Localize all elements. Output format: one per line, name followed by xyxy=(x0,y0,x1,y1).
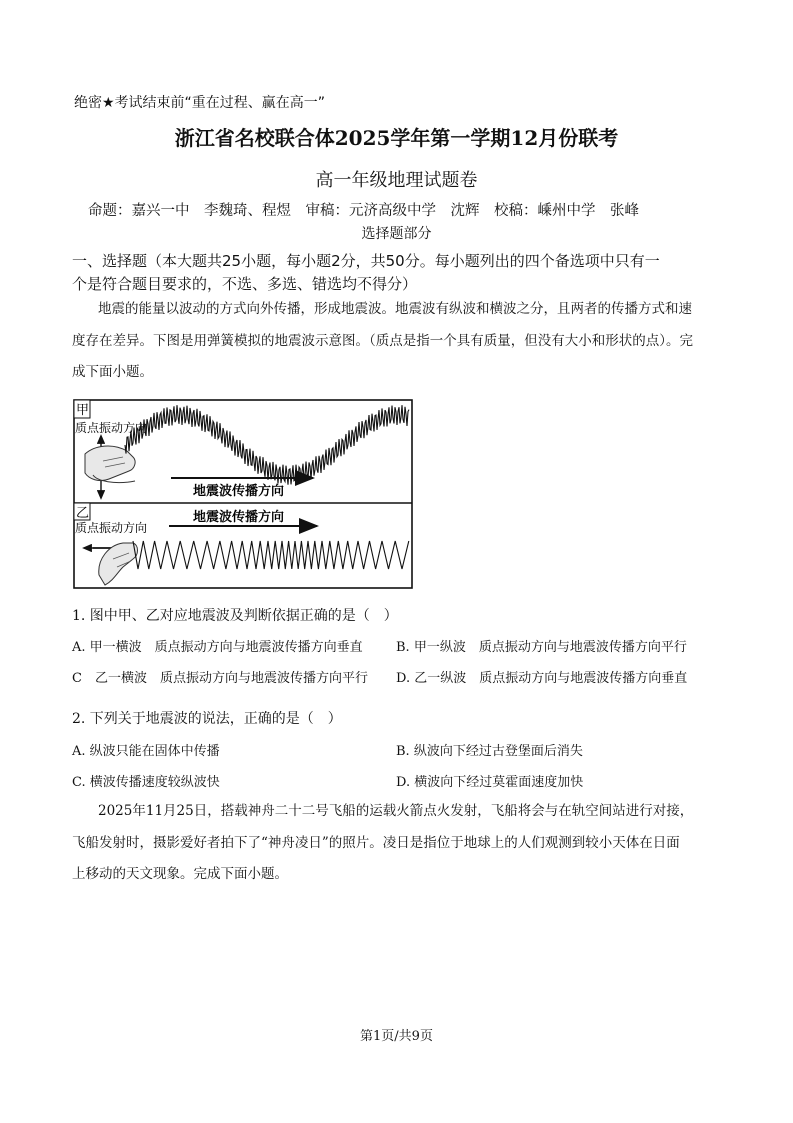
intro-line2: 度存在差异。下图是用弹簧模拟的地震波示意图。（质点是指一个具有质量，但没有大小和形状的点）。完 xyxy=(72,333,693,349)
panel-b-propagation-label: 地震波传播方向 xyxy=(193,510,285,525)
intro-line3: 成下面小题。 xyxy=(72,364,153,380)
q1-option-d: D. 乙一纵波 质点振动方向与地震波传播方向垂直 xyxy=(396,671,688,686)
secret-line: 绝密★考试结束前“重在过程、赢在高一” xyxy=(74,95,326,111)
intro2-line1: 2025年11月25日，搭载神舟二十二号飞船的运载火箭点火发射，飞船将会与在轨空间站进行对接， xyxy=(98,803,694,819)
exam-subtitle: 高一年级地理试题卷 xyxy=(315,170,478,191)
q1-stem: 1. 图中甲、乙对应地震波及判断依据正确的是（ ） xyxy=(72,608,398,624)
intro2-line3: 上移动的天文现象。完成下面小题。 xyxy=(72,866,288,882)
q2-option-b: B. 纵波向下经过古登堡面后消失 xyxy=(396,744,583,759)
section1-line1: 一、选择题（本大题共25小题，每小题2分，共50分。每小题列出的四个备选项中只有一 xyxy=(72,252,660,270)
figure-svg xyxy=(73,399,413,589)
panel-a-vibration-label: 质点振动方向 xyxy=(75,421,148,435)
panel-b-label: 乙 xyxy=(76,506,90,521)
panel-b-vibration-label: 质点振动方向 xyxy=(75,521,148,535)
q2-stem: 2. 下列关于地震波的说法，正确的是（ ） xyxy=(72,711,342,727)
q2-option-c: C. 横波传播速度较纵波快 xyxy=(72,775,220,790)
q1-option-a: A. 甲一横波 质点振动方向与地震波传播方向垂直 xyxy=(72,640,363,655)
panel-a-propagation-label: 地震波传播方向 xyxy=(193,484,285,499)
page-footer: 第1页/共9页 xyxy=(360,1029,433,1044)
q1-option-b: B. 甲一纵波 质点振动方向与地震波传播方向平行 xyxy=(396,640,687,655)
q2-option-a: A. 纵波只能在固体中传播 xyxy=(72,744,220,759)
panel-a-label: 甲 xyxy=(76,403,90,418)
q2-option-d: D. 横波向下经过莫霍面速度加快 xyxy=(396,775,584,790)
q1-option-c: C 乙一横波 质点振动方向与地震波传播方向平行 xyxy=(72,671,368,686)
intro2-line2: 飞船发射时，摄影爱好者拍下了“神舟凌日”的照片。凌日是指位于地球上的人们观测到较小天体在日面 xyxy=(72,835,680,851)
seismic-wave-figure xyxy=(73,399,413,589)
section-label: 选择题部分 xyxy=(361,226,432,242)
section1-line2: 个是符合题目要求的，不选、多选、错选均不得分） xyxy=(72,275,418,293)
credits-line: 命题：嘉兴一中 李魏琦、程煜 审稿：元济高级中学 沈辉 校稿：嵊州中学 张峰 xyxy=(88,203,639,219)
intro-line1: 地震的能量以波动的方式向外传播，形成地震波。地震波有纵波和横波之分，且两者的传播方式和速 xyxy=(98,301,692,317)
exam-title: 浙江省名校联合体2025学年第一学期12月份联考 xyxy=(174,126,619,150)
